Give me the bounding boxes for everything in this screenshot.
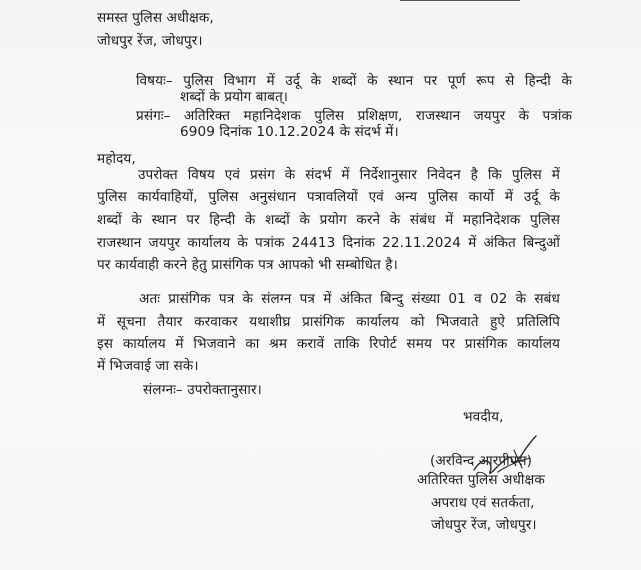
paragraph-2-line-1: अतः प्रासंगिक पत्र के संलग्न पत्र में अंकित बिन्दु संख्या 01 व 02 के सबंध — [139, 291, 560, 307]
top-rule — [400, 0, 520, 1]
paragraph-2-line-3: इस कार्यालय में भिजवाने का श्रम करावें ताकि रिपोर्ट समय पर प्रासंगिक कार्यालय — [97, 336, 560, 352]
handwritten-signature — [470, 432, 540, 482]
signatory-designation: अतिरिक्त पुलिस अधीक्षक — [417, 472, 545, 488]
paragraph-1-line-1: उपरोक्त विषय एवं प्रसंग के संदर्भ में निर्देशानुसार निवेदन है कि पुलिस में — [138, 167, 560, 183]
paragraph-1-line-3: शब्दों के स्थान पर हिन्दी के शब्दों के प्रयोग करने के संबंध में महानिदेशक पुलिस — [97, 212, 560, 228]
subject-line-2: शब्दों के प्रयोग बाबत्। — [180, 89, 289, 105]
paragraph-1-line-4: राजस्थान जयपुर कार्यालय के पत्रांक 24413 दिनांक 22.11.2024 में अंकित बिन्दुओं — [97, 235, 560, 251]
reference-line-2: 6909 दिनांक 10.12.2024 के संदर्भ में। — [180, 124, 399, 140]
signatory-name: (अरविन्द आरपीएस) — [430, 453, 533, 469]
enclosure-note: संलग्नः– उपरोक्तानुसार। — [143, 382, 262, 398]
signatory-location: जोधपुर रेंज, जोधपुर। — [431, 517, 537, 533]
paragraph-2-line-4: में भिजवाई जा सके। — [97, 358, 199, 374]
salutation: महोदय, — [97, 151, 136, 167]
recipient-line-2: जोधपुर रेंज, जोधपुर। — [97, 33, 203, 49]
closing: भवदीय, — [463, 409, 504, 425]
paragraph-1-line-2: पुलिस कार्यवाहियों, पुलिस अनुसंधान पत्रावलियों एवं अन्य पुलिस कार्यो में उर्दू के — [97, 189, 560, 205]
signatory-department: अपराध एवं सतर्कता, — [431, 495, 535, 511]
paragraph-1-line-5: पर कार्यवाही करने हेतु प्रासंगिक पत्र आपको भी सम्बोधित है। — [97, 257, 398, 273]
recipient-line-1: समस्त पुलिस अधीक्षक, — [97, 10, 214, 26]
paragraph-2-line-2: में सूचना तैयार करवाकर यथाशीघ्र प्रासंगिक कार्यालय को भिजवाते हुऐ प्रतिलिपि — [97, 314, 560, 330]
subject-line-1: विषयः– पुलिस विभाग में उर्दू के शब्दों के स्थान पर पूर्ण रूप से हिन्दी के — [136, 73, 572, 89]
reference-line-1: प्रसंगः– अतिरिक्त महानिदेशक पुलिस प्रशिक्षण, राजस्थान जयपुर के पत्रांक — [136, 108, 572, 124]
